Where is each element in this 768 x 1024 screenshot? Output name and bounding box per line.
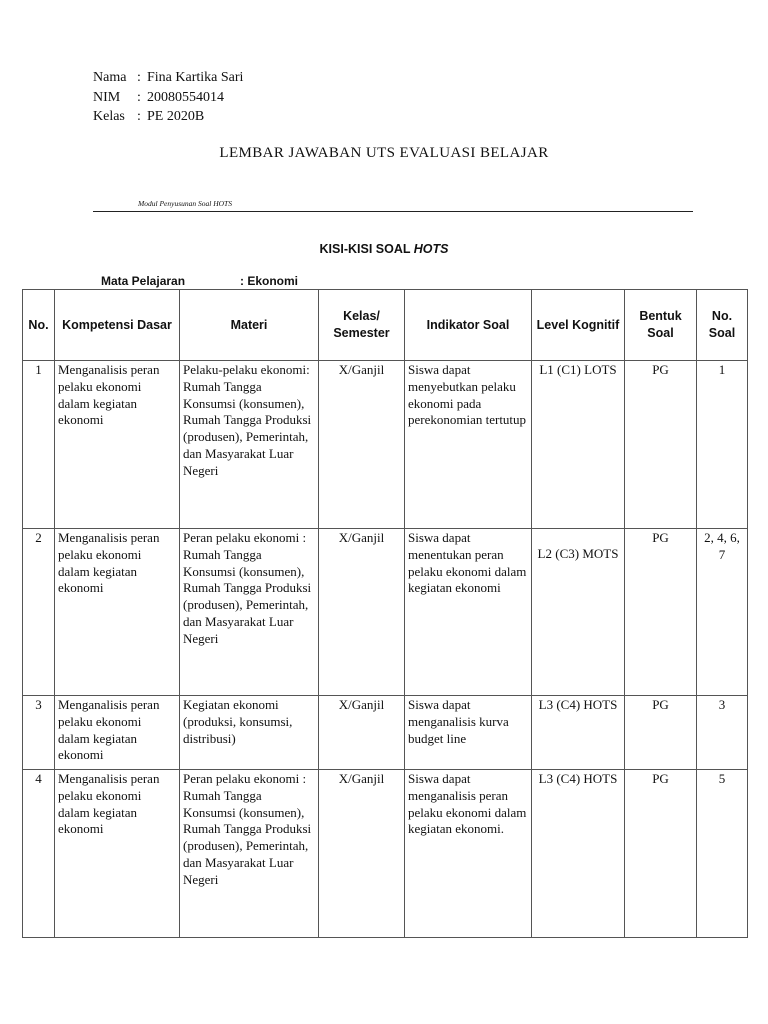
cell-materi: Kegiatan ekonomi (produksi, konsumsi, distribusi) [180,696,319,770]
student-name-row [93,68,243,88]
subject-value: : Ekonomi [240,274,299,288]
cell-no: 3 [23,696,55,770]
cell-indikator-soal: Siswa dapat menyebutkan pelaku ekonomi pada perekonomian tertutup [405,361,532,529]
header-kompetensi-dasar: Kompetensi Dasar [55,290,180,361]
module-note: Modul Penyusunan Soal HOTS [138,199,232,208]
student-class-row [93,107,243,127]
cell-materi: Peran pelaku ekonomi : Rumah Tangga Konsumsi (konsumen), Rumah Tangga Produksi (produsen), Pemerintah, dan Masyarakat Luar Negeri [180,529,319,696]
table-row [23,770,748,938]
kisi-title [0,242,768,256]
student-name: Fina Kartika Sari [147,70,244,85]
cell-no: 1 [23,361,55,529]
table-row [23,529,748,696]
cell-level-kognitif: L1 (C1) LOTS [532,361,625,529]
header-no-soal: No. Soal [697,290,748,361]
cell-bentuk-soal: PG [625,770,697,938]
header-indikator-soal: Indikator Soal [405,290,532,361]
class-colon: : [137,109,141,124]
document-title: LEMBAR JAWABAN UTS EVALUASI BELAJAR [219,145,549,161]
cell-no-soal: 1 [697,361,748,529]
table-row [23,696,748,770]
cell-indikator-soal: Siswa dapat menganalisis kurva budget line [405,696,532,770]
nim-colon: : [137,89,141,105]
cell-indikator-soal: Siswa dapat menentukan peran pelaku ekonomi dalam kegiatan ekonomi [405,529,532,696]
kisi-title-prefix: KISI-KISI SOAL [319,242,414,256]
kisi-table [22,289,748,938]
cell-bentuk-soal: PG [625,529,697,696]
student-class: PE 2020B [147,109,205,124]
cell-level-kognitif: L2 (C3) MOTS [532,529,625,696]
cell-no-soal: 2, 4, 6, 7 [697,529,748,696]
cell-no: 4 [23,770,55,938]
table-header-row [23,290,748,361]
name-label: Nama [93,70,127,85]
cell-bentuk-soal: PG [625,361,697,529]
cell-level-kognitif: L3 (C4) HOTS [532,696,625,770]
header-divider [93,211,693,212]
header-kelas-semester: Kelas/ Semester [319,290,405,361]
cell-no-soal: 5 [697,770,748,938]
cell-kompetensi-dasar: Menganalisis peran pelaku ekonomi dalam kegiatan ekonomi [55,529,180,696]
cell-kelas-semester: X/Ganjil [319,361,405,529]
header-bentuk-soal: Bentuk Soal [625,290,697,361]
header-level-kognitif: Level Kognitif [532,290,625,361]
cell-kelas-semester: X/Ganjil [319,529,405,696]
subject-line [101,274,298,288]
cell-materi: Pelaku-pelaku ekonomi: Rumah Tangga Konsumsi (konsumen), Rumah Tangga Produksi (produsen), Pemerintah, dan Masyarakat Luar Negeri [180,361,319,529]
cell-bentuk-soal: PG [625,696,697,770]
nim-label: NIM [93,89,121,105]
cell-kelas-semester: X/Ganjil [319,696,405,770]
cell-level-kognitif: L3 (C4) HOTS [532,770,625,938]
kisi-title-emphasis: HOTS [413,242,449,256]
student-nim: 20080554014 [147,89,224,105]
table-row [23,361,748,529]
header-materi: Materi [180,290,319,361]
cell-materi: Peran pelaku ekonomi : Rumah Tangga Konsumsi (konsumen), Rumah Tangga Produksi (produsen), Pemerintah, dan Masyarakat Luar Negeri [180,770,319,938]
name-colon: : [137,70,141,85]
header-no: No. [23,290,55,361]
cell-kelas-semester: X/Ganjil [319,770,405,938]
class-label: Kelas [93,109,125,124]
student-nim-row [93,88,243,108]
cell-kompetensi-dasar: Menganalisis peran pelaku ekonomi dalam kegiatan ekonomi [55,361,180,529]
subject-label: Mata Pelajaran [101,274,186,288]
student-info [93,68,243,127]
cell-kompetensi-dasar: Menganalisis peran pelaku ekonomi dalam kegiatan ekonomi [55,696,180,770]
cell-indikator-soal: Siswa dapat menganalisis peran pelaku ekonomi dalam kegiatan ekonomi. [405,770,532,938]
cell-kompetensi-dasar: Menganalisis peran pelaku ekonomi dalam kegiatan ekonomi [55,770,180,938]
cell-no-soal: 3 [697,696,748,770]
cell-no: 2 [23,529,55,696]
